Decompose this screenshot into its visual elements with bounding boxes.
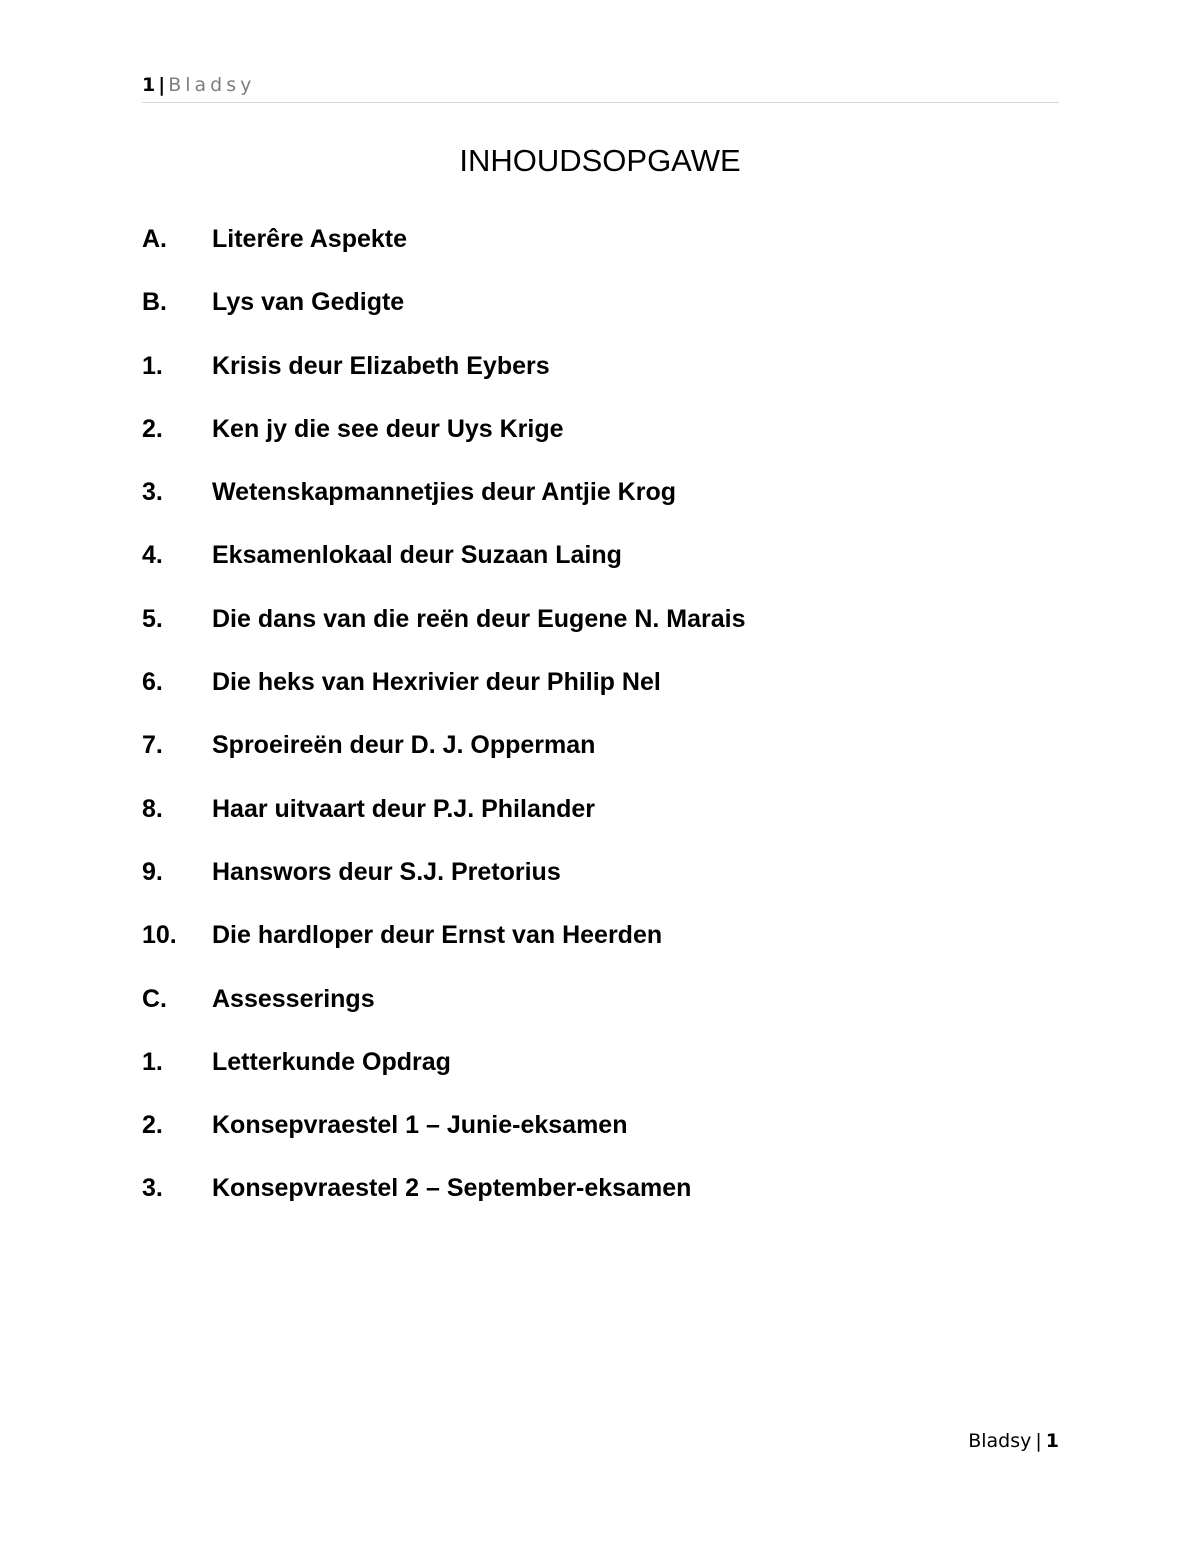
toc-item-poem-3 xyxy=(142,475,1059,538)
toc-item-poem-6 xyxy=(142,665,1059,728)
toc-item-text: Krisis deur Elizabeth Eybers xyxy=(212,351,550,380)
toc-item-number: B. xyxy=(142,288,167,317)
toc-item-text: Haar uitvaart deur P.J. Philander xyxy=(212,794,596,823)
toc-item-poem-1 xyxy=(142,349,1059,412)
toc-item-text: Konsepvraestel 1 – Junie-eksamen xyxy=(212,1111,628,1140)
toc-item-number: 8. xyxy=(142,794,163,823)
page-footer xyxy=(968,1428,1059,1454)
table-of-contents xyxy=(142,222,1059,1235)
toc-item-number: 2. xyxy=(142,414,163,443)
header-separator: | xyxy=(158,74,166,96)
toc-item-poem-2 xyxy=(142,412,1059,475)
footer-page-number: 1 xyxy=(1045,1430,1059,1452)
toc-item-number: 3. xyxy=(142,478,163,507)
toc-item-number: 9. xyxy=(142,857,163,886)
toc-item-number: 1. xyxy=(142,1047,163,1076)
toc-item-text: Wetenskapmannetjies deur Antjie Krog xyxy=(212,478,676,507)
toc-item-number: 7. xyxy=(142,731,163,760)
toc-item-text: Lys van Gedigte xyxy=(212,288,405,317)
toc-item-text: Die hardloper deur Ernst van Heerden xyxy=(212,921,663,950)
toc-item-number: 5. xyxy=(142,604,163,633)
toc-item-c xyxy=(142,982,1059,1045)
toc-item-number: C. xyxy=(142,984,167,1013)
toc-item-text: Literêre Aspekte xyxy=(212,225,407,253)
toc-item-poem-5 xyxy=(142,602,1059,665)
toc-item-number: 10. xyxy=(142,921,177,950)
toc-item-text: Die heks van Hexrivier deur Philip Nel xyxy=(212,668,661,697)
toc-item-poem-9 xyxy=(142,855,1059,918)
toc-item-number: 3. xyxy=(142,1174,163,1203)
toc-item-number: 4. xyxy=(142,541,163,570)
header-page-number: 1 xyxy=(142,74,156,96)
toc-item-poem-7 xyxy=(142,728,1059,791)
toc-item-text: Assesserings xyxy=(212,984,375,1013)
toc-item-text: Konsepvraestel 2 – September-eksamen xyxy=(212,1174,692,1203)
toc-item-text: Hanswors deur S.J. Pretorius xyxy=(212,857,561,886)
toc-item-poem-10 xyxy=(142,918,1059,981)
footer-page-word: Bladsy xyxy=(968,1430,1032,1452)
toc-item-assessment-3 xyxy=(142,1171,1059,1234)
document-title: INHOUDSOPGAWE xyxy=(459,143,741,178)
toc-item-assessment-1 xyxy=(142,1045,1059,1108)
toc-item-text: Eksamenlokaal deur Suzaan Laing xyxy=(212,541,622,570)
toc-item-a xyxy=(142,222,1059,285)
toc-item-text: Ken jy die see deur Uys Krige xyxy=(212,414,564,443)
toc-item-number: A. xyxy=(142,225,167,253)
header-page-word: Bladsy xyxy=(168,74,256,96)
toc-item-text: Die dans van die reën deur Eugene N. Marais xyxy=(212,604,746,633)
page-header xyxy=(142,72,1059,103)
toc-item-number: 2. xyxy=(142,1111,163,1140)
toc-item-poem-4 xyxy=(142,538,1059,601)
toc-item-text: Letterkunde Opdrag xyxy=(212,1047,451,1076)
toc-item-assessment-2 xyxy=(142,1108,1059,1171)
footer-separator: | xyxy=(1035,1430,1042,1452)
toc-item-b xyxy=(142,285,1059,348)
toc-item-text: Sproeireën deur D. J. Opperman xyxy=(212,731,596,760)
toc-item-number: 1. xyxy=(142,351,163,380)
toc-item-number: 6. xyxy=(142,668,163,697)
toc-item-poem-8 xyxy=(142,792,1059,855)
